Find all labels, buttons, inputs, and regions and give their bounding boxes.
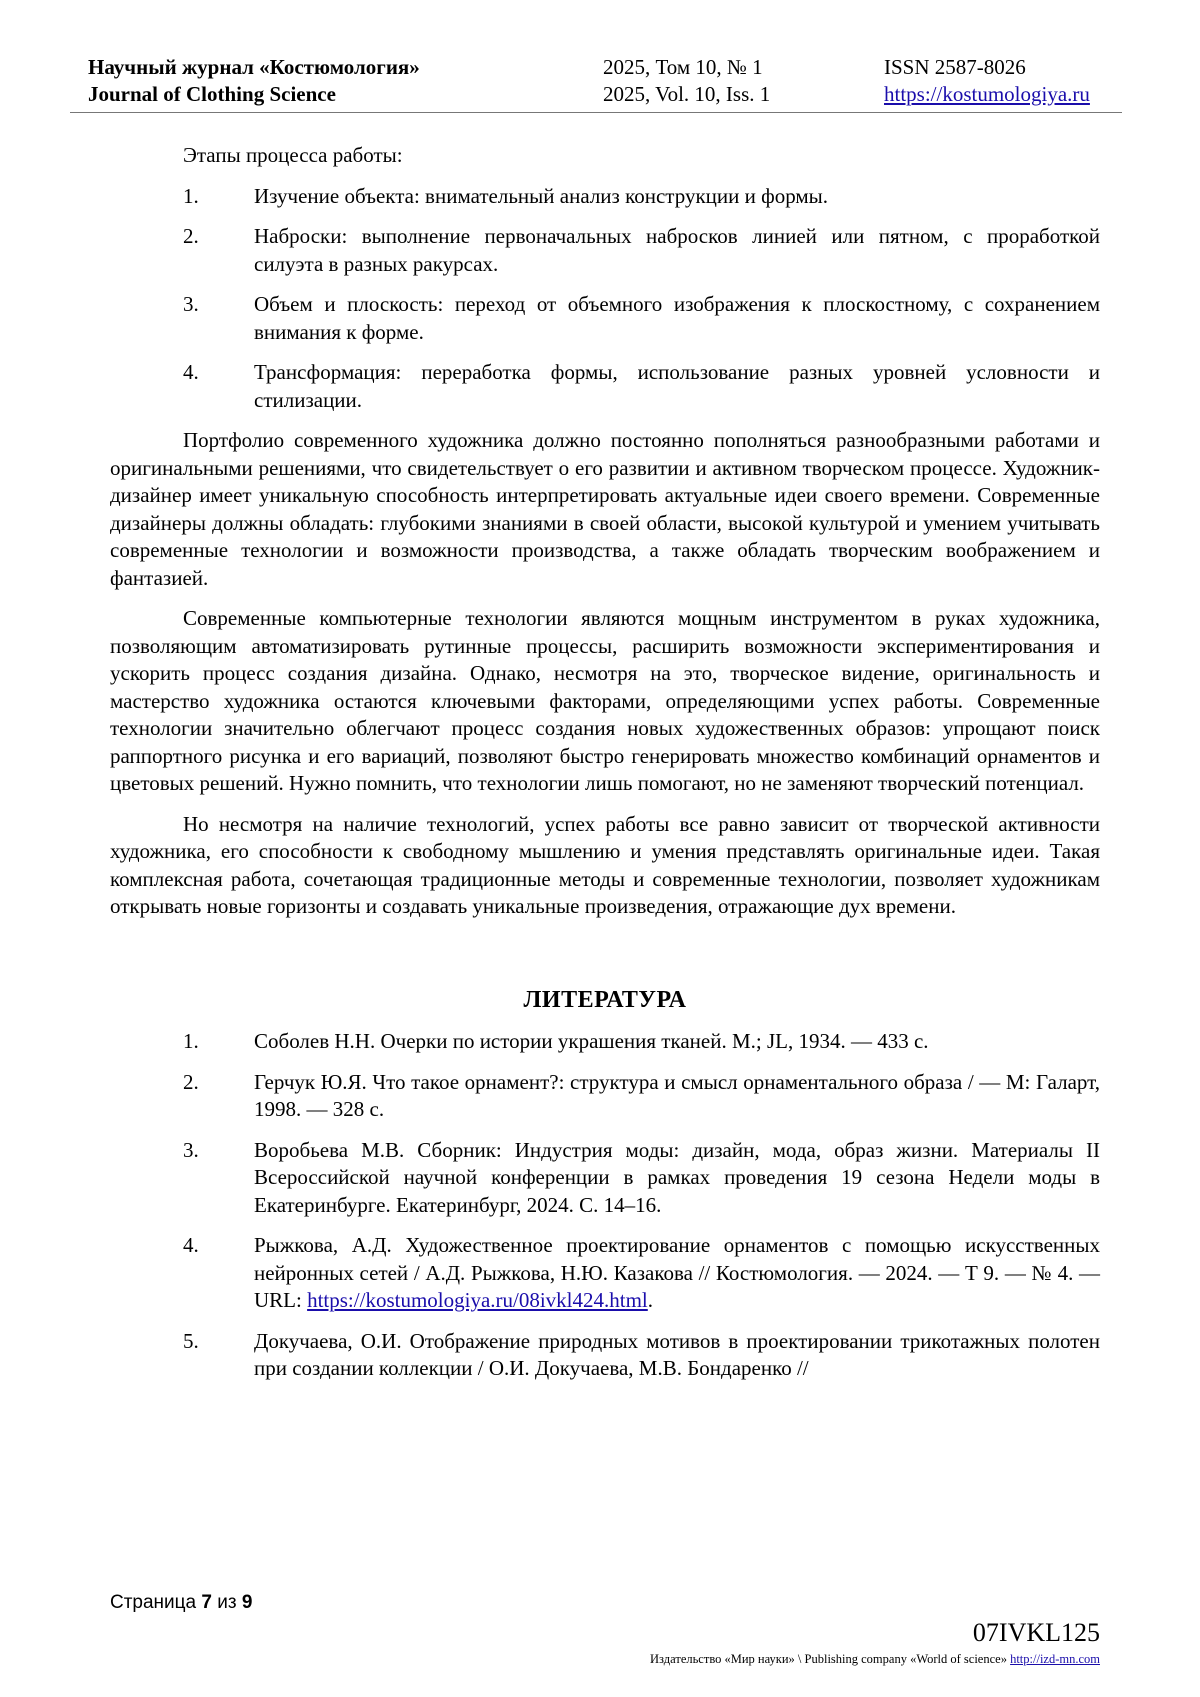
journal-site-link[interactable]: https://kostumologiya.ru bbox=[884, 82, 1090, 106]
journal-title-ru: Научный журнал «Костюмология» bbox=[88, 55, 420, 79]
issn: ISSN 2587-8026 bbox=[884, 55, 1026, 79]
reference-number: 2. bbox=[183, 1069, 199, 1094]
paragraph-conclusion: Но несмотря на наличие технологий, успех работы все равно зависит от творческой активности художника, его способности к свободному мышлению и умения представлять оригинальные идеи. Такая комплексная работа, сочетающая традиционные методы и современные технологии, позволяет художникам открывать новые горизонты и создавать уникальные произведения, отражающие дух времени. bbox=[110, 811, 1100, 918]
literature-heading: ЛИТЕРАТУРА bbox=[523, 986, 687, 1013]
publisher-text: Издательство «Мир науки» \ Publishing company «World of science» bbox=[650, 1652, 1011, 1666]
publisher-line bbox=[650, 1652, 1100, 1667]
list-text: Наброски: выполнение первоначальных набросков линией или пятном, с проработкой силуэта в разных ракурсах. bbox=[254, 224, 1100, 276]
reference-text: Соболев Н.Н. Очерки по истории украшения тканей. М.; JL, 1934. — 433 с. bbox=[254, 1029, 929, 1053]
reference-item bbox=[110, 1232, 1100, 1315]
issn-block bbox=[884, 54, 1090, 108]
reference-text: Докучаева, О.И. Отображение природных мотивов в проектировании трикотажных полотен при создании коллекции / О.И. Докучаева, М.В. Бондаренко // bbox=[254, 1328, 1100, 1380]
stages-title: Этапы процесса работы: bbox=[183, 143, 403, 167]
reference-url-link[interactable]: https://kostumologiya.ru/08ivkl424.html bbox=[307, 1288, 648, 1312]
list-item bbox=[110, 223, 1100, 278]
reference-item bbox=[110, 1028, 1100, 1056]
list-text: Трансформация: переработка формы, использование разных уровней условности и стилизации. bbox=[254, 360, 1100, 412]
reference-text: Воробьева М.В. Сборник: Индустрия моды: дизайн, мода, образ жизни. Материалы II Всероссийской научной конференции в рамках проведения 19 сезона Недели моды в Екатеринбурге. Екатеринбург, 2024. С. 14–16. bbox=[254, 1137, 1100, 1217]
publisher-link[interactable]: http://izd-mn.com bbox=[1010, 1652, 1100, 1666]
list-number: 3. bbox=[183, 292, 199, 316]
paragraph-portfolio: Портфолио современного художника должно постоянно пополняться разнообразными работами и оригинальными решениями, что свидетельствует о его развитии и активном творческом процессе. Художник-дизайнер имеет уникальную способность интерпретировать актуальные идеи своего времени. Современные дизайнеры должны обладать: глубокими знаниями в своей области, высокой культурой и умением учитывать современные технологии и возможности производства, а также обладать творческим воображением и фантазией. bbox=[110, 428, 1100, 590]
list-text: Изучение объекта: внимательный анализ конструкции и формы. bbox=[254, 183, 829, 208]
reference-item bbox=[110, 1137, 1100, 1220]
reference-number: 4. bbox=[183, 1233, 199, 1257]
list-number: 2. bbox=[183, 224, 199, 248]
journal-title-block bbox=[88, 54, 420, 108]
journal-header bbox=[88, 54, 1120, 112]
page-total: 9 bbox=[241, 1592, 253, 1613]
reference-number: 1. bbox=[183, 1029, 199, 1053]
list-text: Объем и плоскость: переход от объемного изображения к плоскостному, с сохранением внимания к форме. bbox=[254, 292, 1100, 344]
issue-ru: 2025, Том 10, № 1 bbox=[603, 55, 763, 79]
paragraph-technologies: Современные компьютерные технологии являются мощным инструментом в руках художника, позволяющим автоматизировать рутинные процессы, расширить возможности экспериментирования и ускорить процесс создания дизайна. Однако, несмотря на это, творческое видение, оригинальность и мастерство художника остаются ключевыми факторами, определяющими успех работы. Современные технологии значительно облегчают процесс создания новых художественных образов: упрощают поиск раппортного рисунка и его вариаций, позволяют быстро генерировать множество комбинаций орнаментов и цветовых решений. Нужно помнить, что технологии лишь помогают, но не заменяют творческий потенциал. bbox=[110, 606, 1100, 795]
page-current: 7 bbox=[201, 1592, 212, 1613]
journal-title-en: Journal of Clothing Science bbox=[88, 82, 336, 106]
list-number: 4. bbox=[183, 360, 199, 384]
reference-text: Рыжкова, А.Д. Художественное проектирование орнаментов с помощью искусственных нейронных сетей / А.Д. Рыжкова, Н.Ю. Казакова // Костюмология. — 2024. — Т 9. — № 4. — URL: bbox=[254, 1233, 1100, 1312]
reference-text: Герчук Ю.Я. Что такое орнамент?: структура и смысл орнаментального образа / — М: Галарт, 1998. — 328 с. bbox=[254, 1069, 1100, 1121]
list-item bbox=[110, 291, 1100, 346]
reference-number: 5. bbox=[183, 1328, 199, 1353]
reference-item bbox=[110, 1069, 1100, 1124]
issue-block bbox=[603, 54, 770, 108]
article-body bbox=[110, 142, 1100, 1396]
list-item bbox=[110, 359, 1100, 414]
reference-tail: . bbox=[647, 1288, 654, 1312]
list-number: 1. bbox=[183, 183, 199, 208]
header-divider bbox=[70, 112, 1122, 113]
page-prefix: Страница bbox=[110, 1592, 197, 1613]
page-separator: из bbox=[217, 1592, 237, 1613]
reference-number: 3. bbox=[183, 1137, 199, 1162]
references-list bbox=[110, 1028, 1100, 1383]
article-code: 07IVKL125 bbox=[972, 1618, 1100, 1647]
issue-en: 2025, Vol. 10, Iss. 1 bbox=[603, 82, 771, 106]
reference-item bbox=[110, 1328, 1100, 1383]
list-item bbox=[110, 183, 1100, 211]
page-number bbox=[110, 1592, 252, 1614]
stages-list bbox=[110, 183, 1100, 415]
